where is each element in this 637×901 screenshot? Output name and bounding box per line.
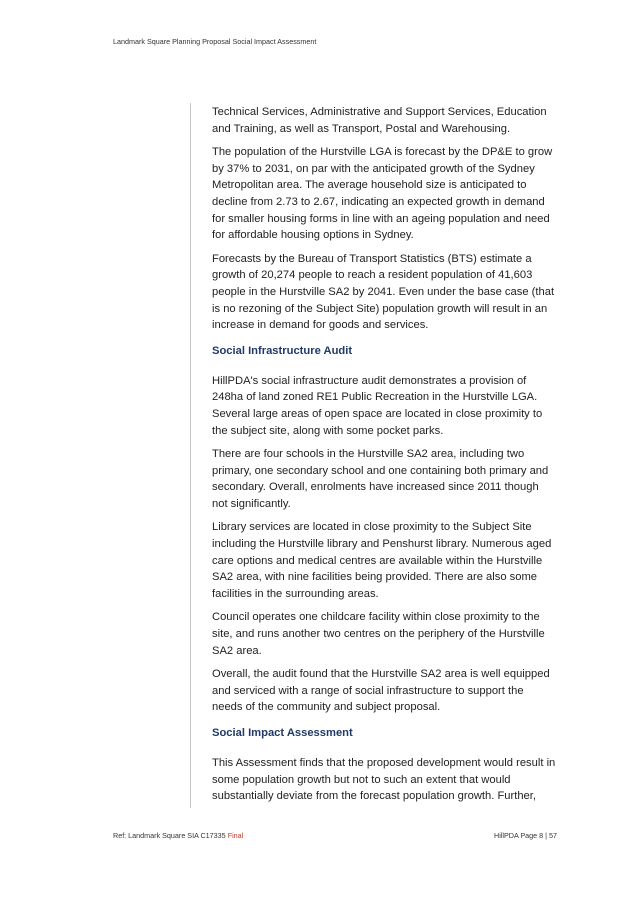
- paragraph: Council operates one childcare facility within close proximity to the site, and runs another two centres on the periphery of the Hurstville SA2 area.: [212, 611, 545, 657]
- paragraph: Technical Services, Administrative and Support Services, Education and Training, as well as Transport, Postal and Warehousing.: [212, 106, 547, 135]
- body-content: [212, 104, 557, 812]
- section-heading-social-infrastructure-audit: Social Infrastructure Audit: [212, 344, 353, 357]
- footer-reference: [113, 831, 243, 840]
- page-number: HillPDA Page 8 | 57: [494, 831, 557, 840]
- margin-rule: [190, 103, 191, 808]
- paragraph: This Assessment finds that the proposed development would result in some population growth but not to such an extent that would substantially deviate from the forecast population growth. Further,: [212, 757, 556, 803]
- footer-ref-text: Ref: Landmark Square SIA C17335: [113, 831, 226, 840]
- paragraph: HillPDA's social infrastructure audit demonstrates a provision of 248ha of land zoned RE1 Public Recreation in the Hurstville LGA. Several large areas of open space are located in close proximity to the subject site, along with some pocket parks.: [212, 374, 543, 437]
- paragraph: Library services are located in close proximity to the Subject Site including the Hurstville library and Penshurst library. Numerous aged care options and medical centres are available within the Hurstville SA2 area, with nine facilities being provided. There are also some facilities in the surrounding areas.: [212, 521, 552, 600]
- footer-status: Final: [227, 831, 244, 840]
- paragraph: The population of the Hurstville LGA is forecast by the DP&E to grow by 37% to 2031, on par with the anticipated growth of the Sydney Metropolitan area. The average household size is anticipated to decline from 2.73 to 2.67, indicating an expected growth in demand for smaller housing forms in line with an ageing population and need for affordable housing options in Sydney.: [212, 146, 553, 242]
- paragraph: Forecasts by the Bureau of Transport Statistics (BTS) estimate a growth of 20,274 people to reach a resident population of 41,603 people in the Hurstville SA2 by 2041. Even under the base case (that is no rezoning of the Subject Site) population growth will result in an increase in demand for goods and services.: [212, 252, 555, 332]
- paragraph: There are four schools in the Hurstville SA2 area, including two primary, one secondary school and one containing both primary and secondary. Overall, enrolments have increased since 2011 though not significantly.: [212, 448, 549, 510]
- section-heading-social-impact-assessment: Social Impact Assessment: [212, 727, 353, 739]
- running-header: Landmark Square Planning Proposal Social Impact Assessment: [113, 37, 317, 46]
- paragraph: Overall, the audit found that the Hurstville SA2 area is well equipped and serviced with a range of social infrastructure to support the needs of the community and subject proposal.: [212, 668, 550, 714]
